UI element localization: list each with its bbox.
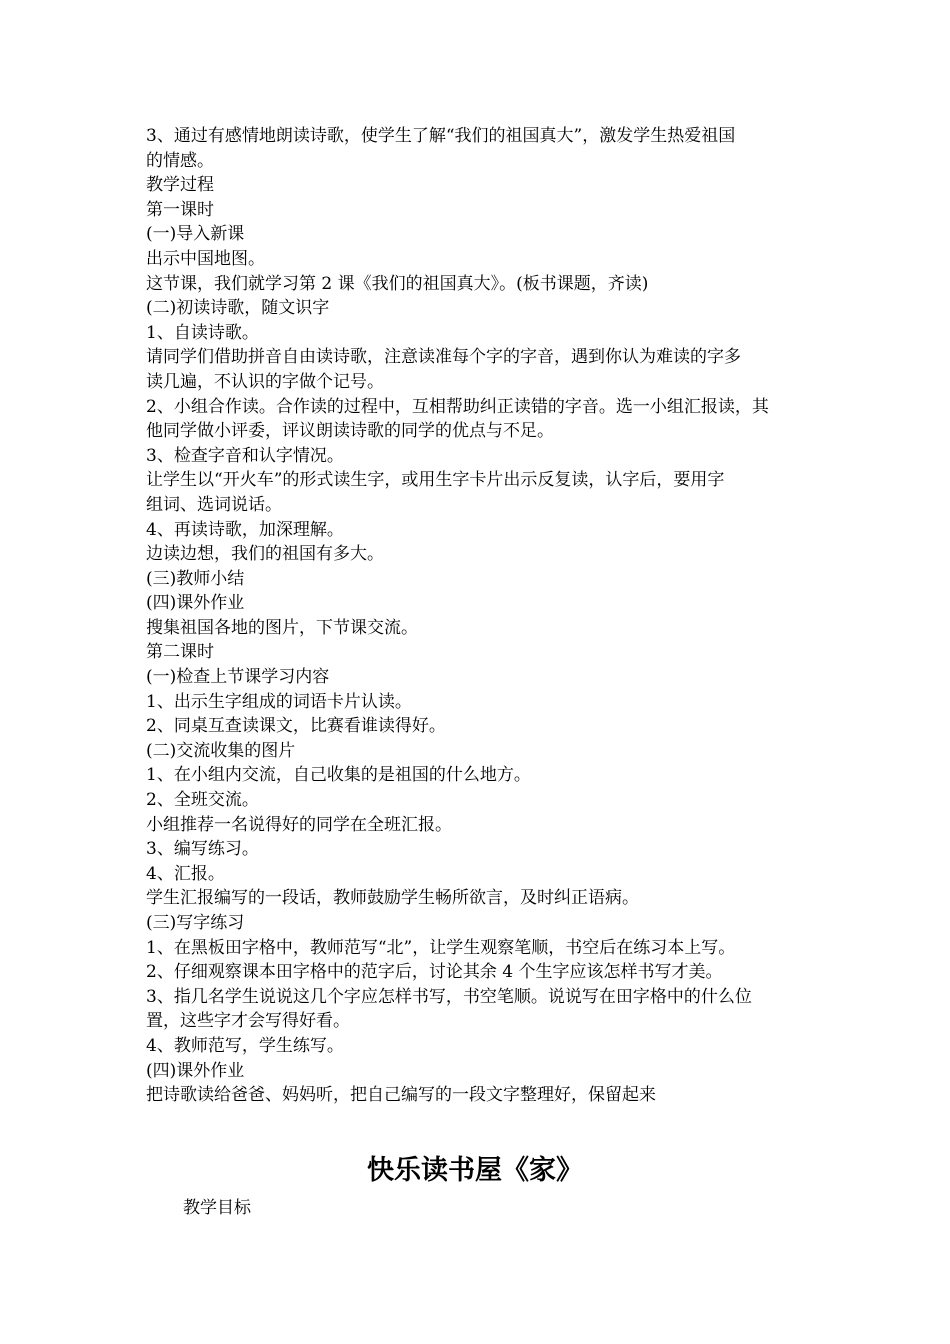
text-line: 4、教师范写，学生练写。	[146, 1035, 344, 1056]
text-line: 2、全班交流。	[146, 790, 259, 811]
text-line: 置，这些字才会写得好看。	[146, 1011, 350, 1032]
section-title: 快乐读书屋《家》	[367, 1155, 583, 1186]
text-line: 第一课时	[146, 199, 214, 220]
text-line: (一)导入新课	[146, 224, 245, 245]
text-line: 学生汇报编写的一段话，教师鼓励学生畅所欲言，及时纠正语病。	[146, 888, 639, 909]
text-line: 边读边想，我们的祖国有多大。	[146, 544, 384, 565]
text-line: 4、汇报。	[146, 863, 225, 884]
text-line: (一)检查上节课学习内容	[146, 667, 330, 688]
lesson-plan-body	[146, 124, 810, 1108]
text-line: 第二课时	[146, 642, 214, 663]
text-line: 2、仔细观察课本田字格中的范字后，讨论其余 4 个生字应该怎样书写才美。	[146, 962, 723, 983]
text-line: 请同学们借助拼音自由读诗歌，注意读准每个字的字音，遇到你认为难读的字多	[146, 347, 741, 368]
text-line: 出示中国地图。	[146, 248, 265, 269]
text-line: 这节课，我们就学习第 2 课《我们的祖国真大》。(板书课题，齐读)	[146, 273, 649, 294]
text-line: 搜集祖国各地的图片，下节课交流。	[146, 617, 418, 638]
text-line: 1、自读诗歌。	[146, 322, 259, 343]
text-line: 小组推荐一名说得好的同学在全班汇报。	[146, 814, 452, 835]
text-line: 4、再读诗歌，加深理解。	[146, 519, 344, 540]
text-line: 的情感。	[146, 150, 214, 171]
text-line: (三)写字练习	[146, 913, 245, 933]
text-line: 1、在黑板田字格中，教师范写“北”，让学生观察笔顺，书空后在练习本上写。	[146, 937, 736, 958]
text-line: (二)交流收集的图片	[146, 740, 296, 761]
text-line: 1、在小组内交流，自己收集的是祖国的什么地方。	[146, 765, 531, 786]
text-line: 让学生以“开火车”的形式读生字，或用生字卡片出示反复读，认字后，要用字	[146, 470, 725, 491]
text-line: 3、指几名学生说说这几个字应怎样书写，书空笔顺。说说写在田字格中的什么位	[146, 986, 752, 1007]
text-line: 1、出示生字组成的词语卡片认读。	[146, 691, 412, 712]
text-line: (四)课外作业	[146, 593, 245, 614]
text-line: (三)教师小结	[146, 568, 245, 589]
text-line: (四)课外作业	[146, 1060, 245, 1081]
text-line: 组词、选词说话。	[146, 494, 282, 515]
text-line: 2、同桌互查读课文，比赛看谁读得好。	[146, 716, 446, 737]
text-line: 他同学做小评委，评议朗读诗歌的同学的优点与不足。	[146, 421, 554, 442]
text-line: 把诗歌读给爸爸、妈妈听，把自己编写的一段文字整理好，保留起来	[146, 1085, 656, 1106]
section-subheading: 教学目标	[183, 1198, 251, 1218]
text-line: 3、通过有感情地朗读诗歌，使学生了解“我们的祖国真大”，激发学生热爱祖国	[146, 126, 736, 146]
text-line: (二)初读诗歌，随文识字	[146, 298, 330, 319]
text-line: 教学过程	[146, 175, 214, 196]
text-line: 3、编写练习。	[146, 839, 259, 860]
text-line: 3、检查字音和认字情况。	[146, 445, 344, 466]
text-line: 读几遍，不认识的字做个记号。	[146, 371, 384, 392]
text-line: 2、小组合作读。合作读的过程中，互相帮助纠正读错的字音。选一小组汇报读，其	[146, 396, 769, 417]
